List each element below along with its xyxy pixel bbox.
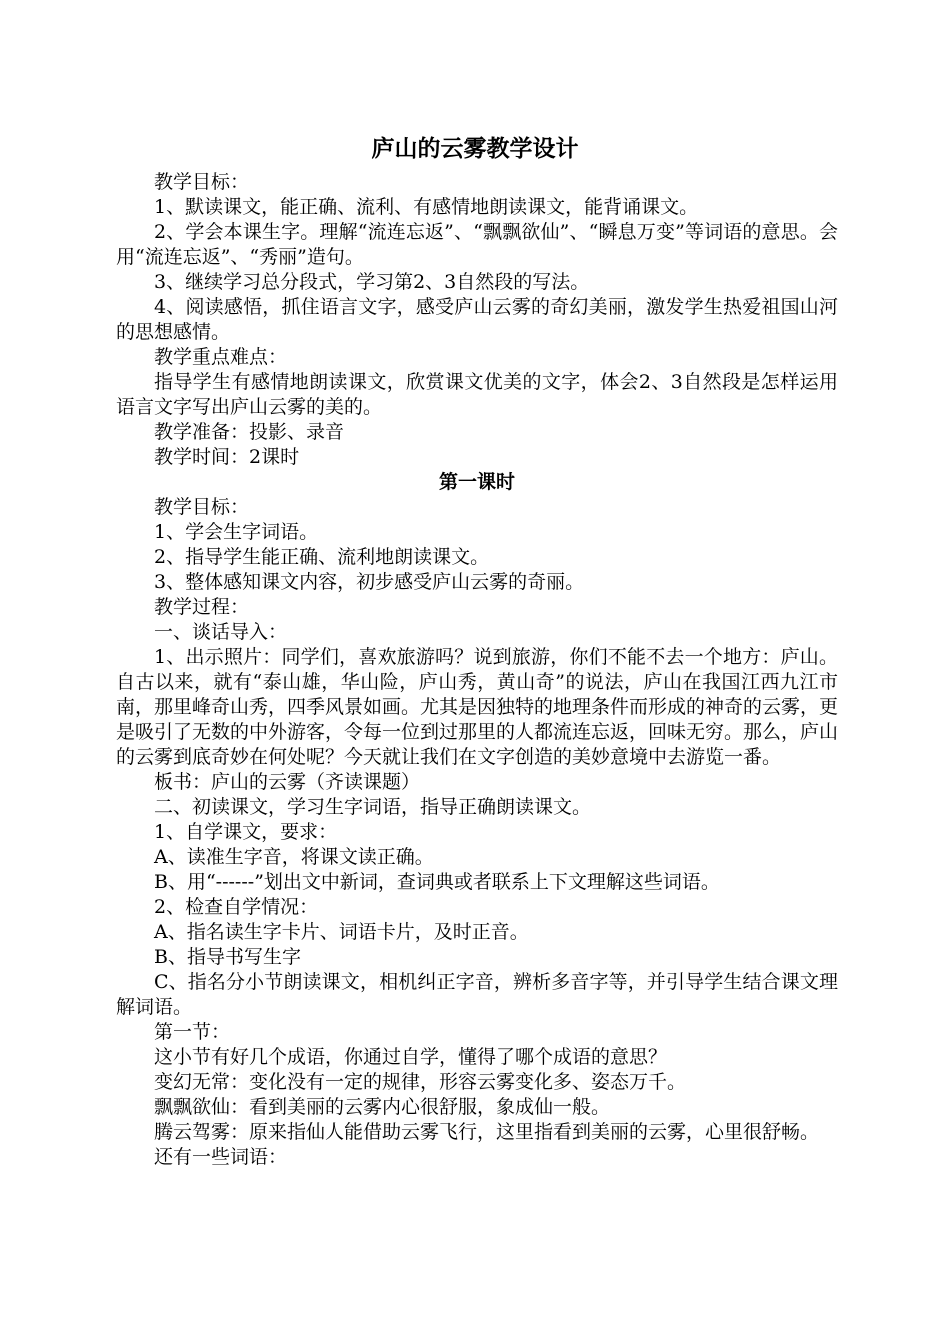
paragraph: 腾云驾雾：原来指仙人能借助云雾飞行，这里指看到美丽的云雾，心里很舒畅。 — [154, 1121, 820, 1143]
paragraph: 板书：庐山的云雾（齐读课题） — [154, 771, 421, 793]
paragraph: 1、自学课文，要求： — [154, 821, 338, 843]
paragraph: 飘飘欲仙：看到美丽的云雾内心很舒服，象成仙一般。 — [154, 1096, 611, 1118]
paragraph: 教学目标： — [154, 171, 250, 193]
paragraph: C、指名分小节朗读课文，相机纠正字音，辨析多音字等，并引导学生结合课文理解词语。 — [116, 971, 838, 1018]
document-body — [116, 170, 838, 1170]
paragraph: 一、谈话导入： — [154, 621, 288, 643]
paragraph: 3、整体感知课文内容，初步感受庐山云雾的奇丽。 — [154, 571, 585, 593]
paragraph: 教学目标： — [154, 496, 250, 518]
paragraph: 1、出示照片：同学们，喜欢旅游吗？说到旅游，你们不能不去一个地方：庐山。自古以来，就有“泰山雄，华山险，庐山秀，黄山奇”的说法，庐山在我国江西九江市南，那里峰奇山秀，四季风景如画。尤其是因独特的地理条件而形成的神奇的云雾，更是吸引了无数的中外游客，令每一位到过那里的人都流连忘返，回味无穷。那么，庐山的云雾到底奇妙在何处呢？今天就让我们在文字创造的美妙意境中去游览一番。 — [116, 646, 839, 768]
paragraph: 二、初读课文，学习生字词语，指导正确朗读课文。 — [154, 796, 592, 818]
paragraph: 教学准备：投影、录音 — [154, 421, 345, 443]
paragraph: 3、继续学习总分段式，学习第2、3自然段的写法。 — [154, 271, 590, 293]
paragraph: 教学重点难点： — [154, 346, 288, 368]
paragraph: 2、学会本课生字。理解“流连忘返”、“飘飘欲仙”、“瞬息万变”等词语的意思。会用“流连忘返”、“秀丽”造句。 — [116, 221, 838, 268]
paragraph: 变幻无常：变化没有一定的规律，形容云雾变化多、姿态万千。 — [154, 1071, 687, 1093]
paragraph: 第一节： — [154, 1021, 231, 1043]
section-heading: 第一课时 — [438, 471, 515, 493]
paragraph: 1、默读课文，能正确、流利、有感情地朗读课文，能背诵课文。 — [154, 196, 699, 218]
paragraph: A、指名读生字卡片、词语卡片，及时正音。 — [154, 921, 529, 943]
paragraph: B、用“------”划出文中新词，查词典或者联系上下文理解这些词语。 — [154, 871, 720, 893]
paragraph: 4、阅读感悟，抓住语言文字，感受庐山云雾的奇幻美丽，激发学生热爱祖国山河的思想感情。 — [116, 296, 838, 343]
paragraph: 教学时间：2课时 — [154, 446, 300, 468]
paragraph: 1、学会生字词语。 — [154, 521, 319, 543]
paragraph: 这小节有好几个成语，你通过自学，懂得了哪个成语的意思？ — [154, 1046, 668, 1068]
paragraph: 指导学生有感情地朗读课文，欣赏课文优美的文字，体会2、3自然段是怎样运用语言文字写出庐山云雾的美的。 — [116, 371, 838, 418]
paragraph: B、指导书写生字 — [154, 946, 301, 968]
document-title: 庐山的云雾教学设计 — [371, 136, 579, 162]
paragraph: 还有一些词语： — [154, 1146, 288, 1168]
paragraph: 2、检查自学情况： — [154, 896, 319, 918]
paragraph: A、读准生字音，将课文读正确。 — [154, 846, 434, 868]
paragraph: 2、指导学生能正确、流利地朗读课文。 — [154, 546, 490, 568]
paragraph: 教学过程： — [154, 596, 250, 618]
